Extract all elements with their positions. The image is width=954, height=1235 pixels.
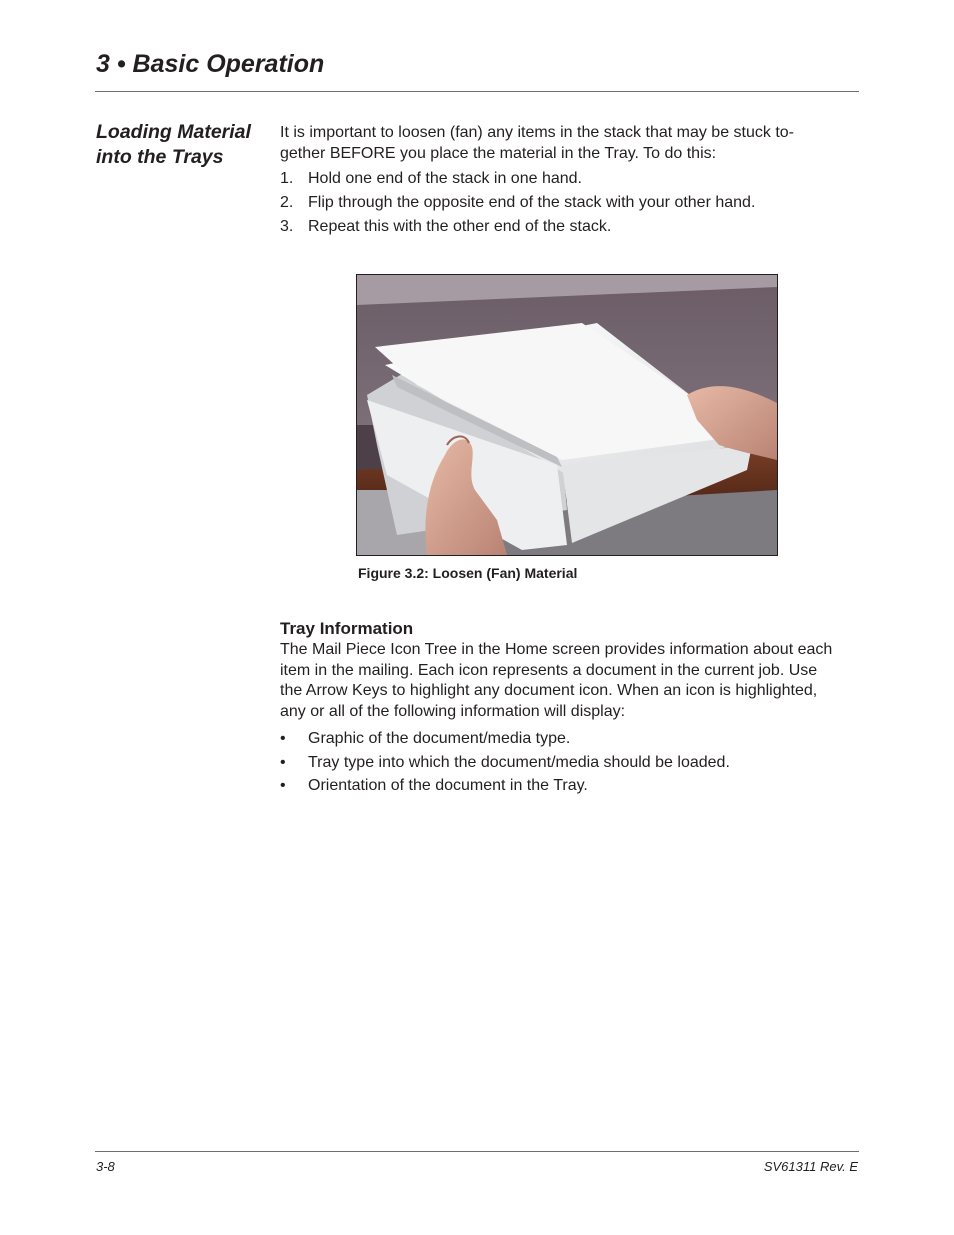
page-number: 3-8	[96, 1159, 115, 1174]
list-item	[280, 753, 836, 777]
bullet-symbol: •	[280, 753, 286, 771]
bullet-text: Tray type into which the document/media should be loaded.	[308, 753, 730, 771]
step-number: 2.	[280, 194, 294, 211]
tray-info-heading: Tray Information	[280, 619, 414, 638]
tray-info-paragraph: The Mail Piece Icon Tree in the Home screen provides information about each item in the mailing. Each icon represents a document in the current job. Use the Arrow Keys to highlight any document icon. When an icon is highlighted, any or all of the following information will display:	[280, 641, 833, 720]
steps-list	[280, 169, 836, 241]
bullet-symbol: •	[280, 777, 286, 794]
chapter-title: 3 • Basic Operation	[96, 50, 325, 78]
document-id: SV61311 Rev. E	[763, 1159, 858, 1174]
list-item	[280, 169, 836, 193]
header-rule	[95, 91, 859, 92]
step-text: Flip through the opposite end of the stack with your other hand.	[308, 194, 756, 211]
bullet-symbol: •	[280, 730, 286, 747]
list-item	[280, 776, 836, 800]
intro-paragraph: It is important to loosen (fan) any items in the stack that may be stuck to- gether BEFORE you place the material in the Tray. To do this:	[280, 124, 794, 162]
bullet-text: Orientation of the document in the Tray.	[308, 777, 588, 794]
tray-info-bullets	[280, 729, 836, 800]
fan-material-photo	[356, 274, 778, 556]
step-number: 3.	[280, 218, 294, 235]
list-item	[280, 217, 836, 241]
list-item	[280, 193, 836, 217]
footer-rule	[95, 1151, 859, 1152]
list-item	[280, 729, 836, 753]
figure-caption: Figure 3.2: Loosen (Fan) Material	[358, 565, 578, 581]
step-number: 1.	[280, 170, 294, 187]
step-text: Repeat this with the other end of the stack.	[308, 218, 612, 235]
step-text: Hold one end of the stack in one hand.	[308, 170, 582, 187]
section-heading: Loading Material into the Trays	[96, 121, 251, 168]
bullet-text: Graphic of the document/media type.	[308, 730, 571, 747]
